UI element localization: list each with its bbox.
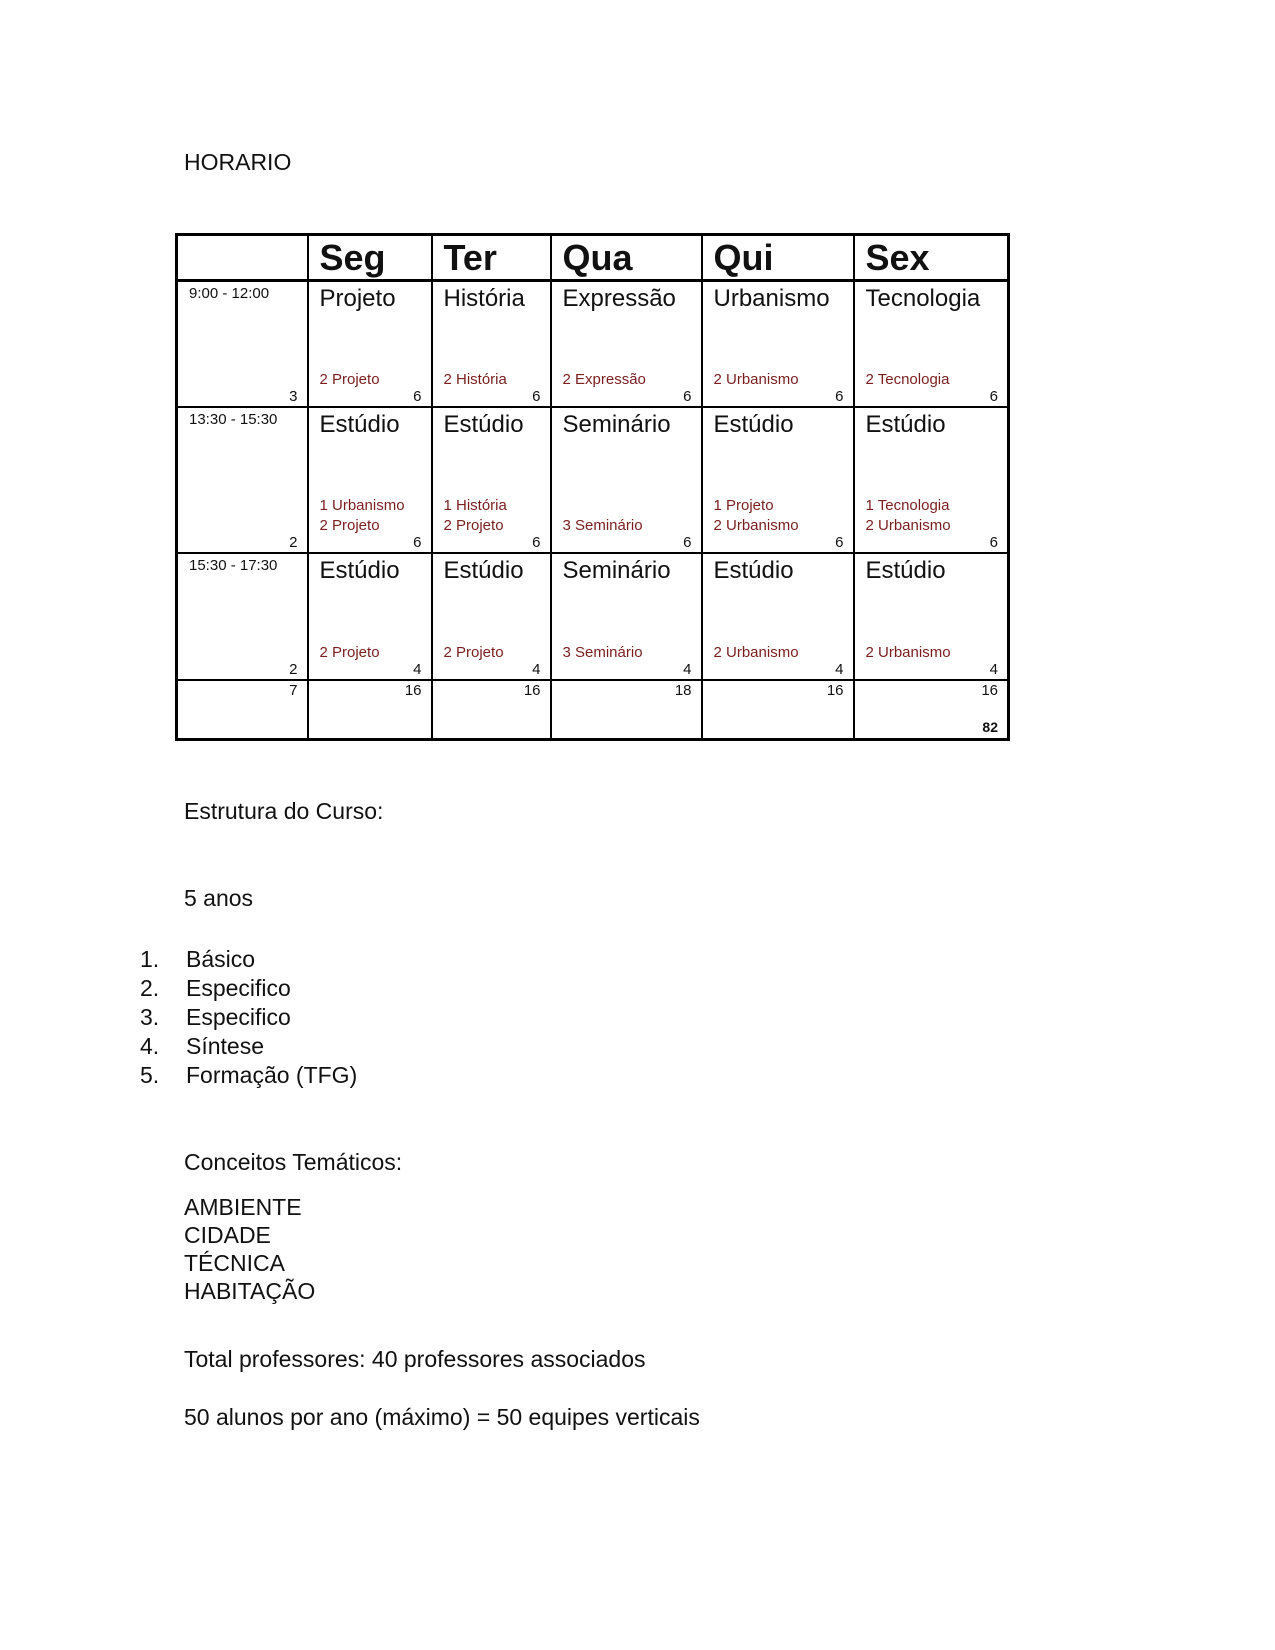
schedule-row [177,553,1009,680]
list-label: Síntese [186,1033,264,1059]
time-slot: 9:00 - 12:00 [189,285,270,302]
day-label: Seg [319,237,386,278]
cell-value: 6 [683,534,692,551]
cell-value: 6 [835,388,844,405]
list-label: Básico [186,946,256,972]
day-label: Ter [443,237,497,278]
header-row [177,235,1009,281]
note-line: 2 Projeto [319,644,380,661]
schedule-row [177,281,1009,408]
day-total-cell [432,680,551,740]
concepts-label: Conceitos Temáticos: [184,1149,403,1175]
note-line: 2 Urbanismo [713,371,799,388]
cell-notes [563,370,646,390]
day-label: Sex [865,237,930,278]
day-total: 16 [523,682,541,699]
cell-value: 6 [683,388,692,405]
day-label: Qui [713,237,774,278]
concepts-list [184,1193,315,1305]
students-text: 50 alunos por ano (máximo) = 50 equipes verticais [184,1404,700,1430]
cell-notes [444,643,504,663]
list-label: Especifico [186,1004,291,1030]
professors-text: Total professores: 40 professores associados [184,1346,646,1372]
schedule-cell [308,553,432,680]
note-line: 2 Expressão [562,371,646,388]
day-total: 16 [981,682,998,699]
totals-row [177,680,1009,740]
concept-item: AMBIENTE [184,1194,302,1220]
stages-list [140,945,357,1090]
note-line: 2 Projeto [319,371,380,388]
note-line: 2 Projeto [319,517,380,534]
list-item [140,1003,357,1032]
total-hours: 7 [289,682,298,699]
cell-notes [866,643,951,663]
subject-name: Urbanismo [713,285,830,312]
subject-name: Estúdio [443,411,524,438]
cell-notes [444,370,507,390]
day-header [854,235,1009,281]
cell-value: 6 [989,534,998,551]
concept-item: CIDADE [184,1222,271,1248]
note-line: 3 Seminário [562,644,643,661]
cell-value: 6 [532,388,541,405]
cell-notes [320,496,405,536]
cell-notes [714,496,799,536]
schedule-row [177,407,1009,553]
list-item [140,1032,357,1061]
cell-notes [714,370,799,390]
list-label: Especifico [186,975,291,1001]
schedule-cell [702,281,854,408]
day-total-cell [551,680,702,740]
cell-notes [320,370,380,390]
cell-value: 6 [413,388,422,405]
schedule-cell [308,281,432,408]
note-line: 3 Seminário [562,517,643,534]
day-header [432,235,551,281]
schedule-cell [551,407,702,553]
note-line: 2 Tecnologia [865,371,950,388]
subject-name: Estúdio [865,557,946,584]
schedule-cell [432,407,551,553]
note-line: 1 Urbanismo [319,497,405,514]
time-cell [177,281,308,408]
subject-name: Estúdio [713,557,794,584]
day-total-cell [702,680,854,740]
note-line: 2 Urbanismo [865,644,951,661]
cell-value: 6 [532,534,541,551]
subject-name: Projeto [319,285,396,312]
schedule-cell [551,281,702,408]
note-line: 2 Urbanismo [713,517,799,534]
subject-name: Estúdio [443,557,524,584]
cell-value: 4 [989,661,998,678]
schedule-cell [308,407,432,553]
cell-notes [714,643,799,663]
note-line: 2 Projeto [443,644,504,661]
schedule-cell [432,281,551,408]
schedule-cell [551,553,702,680]
cell-value: 4 [532,661,541,678]
note-line: 1 Tecnologia [865,497,950,514]
cell-value: 4 [683,661,692,678]
total-hours-cell [177,680,308,740]
schedule-table [175,233,1010,741]
grand-total: 82 [982,719,998,735]
structure-label: Estrutura do Curso: [184,798,384,824]
subject-name: Estúdio [319,557,400,584]
cell-value: 4 [835,661,844,678]
corner-cell [177,235,308,281]
cell-notes [866,370,950,390]
duration-text: 5 anos [184,885,254,911]
subject-name: Seminário [562,557,671,584]
slot-hours: 3 [289,388,298,405]
subject-name: Expressão [562,285,676,312]
slot-hours: 2 [289,534,298,551]
cell-notes [444,496,507,536]
time-cell [177,407,308,553]
note-line: 2 Urbanismo [865,517,951,534]
concept-item: HABITAÇÃO [184,1278,316,1304]
cell-value: 6 [989,388,998,405]
list-number: 3. [140,1004,160,1030]
list-label: Formação (TFG) [186,1062,358,1088]
page-heading: HORARIO [184,149,292,175]
day-label: Qua [562,237,633,278]
cell-value: 4 [413,661,422,678]
subject-name: Estúdio [713,411,794,438]
day-total: 16 [404,682,422,699]
list-item [140,974,357,1003]
cell-notes [866,496,951,536]
subject-name: História [443,285,525,312]
schedule-cell [702,407,854,553]
subject-name: Estúdio [319,411,400,438]
time-slot: 15:30 - 17:30 [189,557,278,574]
note-line: 1 Projeto [713,497,774,514]
cell-value: 6 [835,534,844,551]
note-line: 2 Urbanismo [713,644,799,661]
note-line: 1 História [443,497,507,514]
list-item [140,1061,357,1090]
cell-notes [320,643,380,663]
schedule-cell [854,281,1009,408]
cell-value: 6 [413,534,422,551]
time-slot: 13:30 - 15:30 [189,411,278,428]
slot-hours: 2 [289,661,298,678]
day-header [702,235,854,281]
schedule-cell [854,407,1009,553]
subject-name: Estúdio [865,411,946,438]
day-total: 16 [826,682,844,699]
day-total-cell [854,680,1009,740]
day-total: 18 [674,682,692,699]
cell-notes [563,516,643,536]
schedule-cell [854,553,1009,680]
concept-item: TÉCNICA [184,1250,285,1276]
schedule-cell [702,553,854,680]
list-item [140,945,357,974]
time-cell [177,553,308,680]
day-total-cell [308,680,432,740]
note-line: 2 Projeto [443,517,504,534]
note-line: 2 História [443,371,507,388]
cell-notes [563,643,643,663]
schedule-cell [432,553,551,680]
list-number: 2. [140,975,160,1001]
list-number: 1. [140,946,160,972]
list-number: 4. [140,1033,160,1059]
day-header [308,235,432,281]
day-header [551,235,702,281]
subject-name: Seminário [562,411,671,438]
subject-name: Tecnologia [865,285,981,312]
list-number: 5. [140,1062,160,1088]
